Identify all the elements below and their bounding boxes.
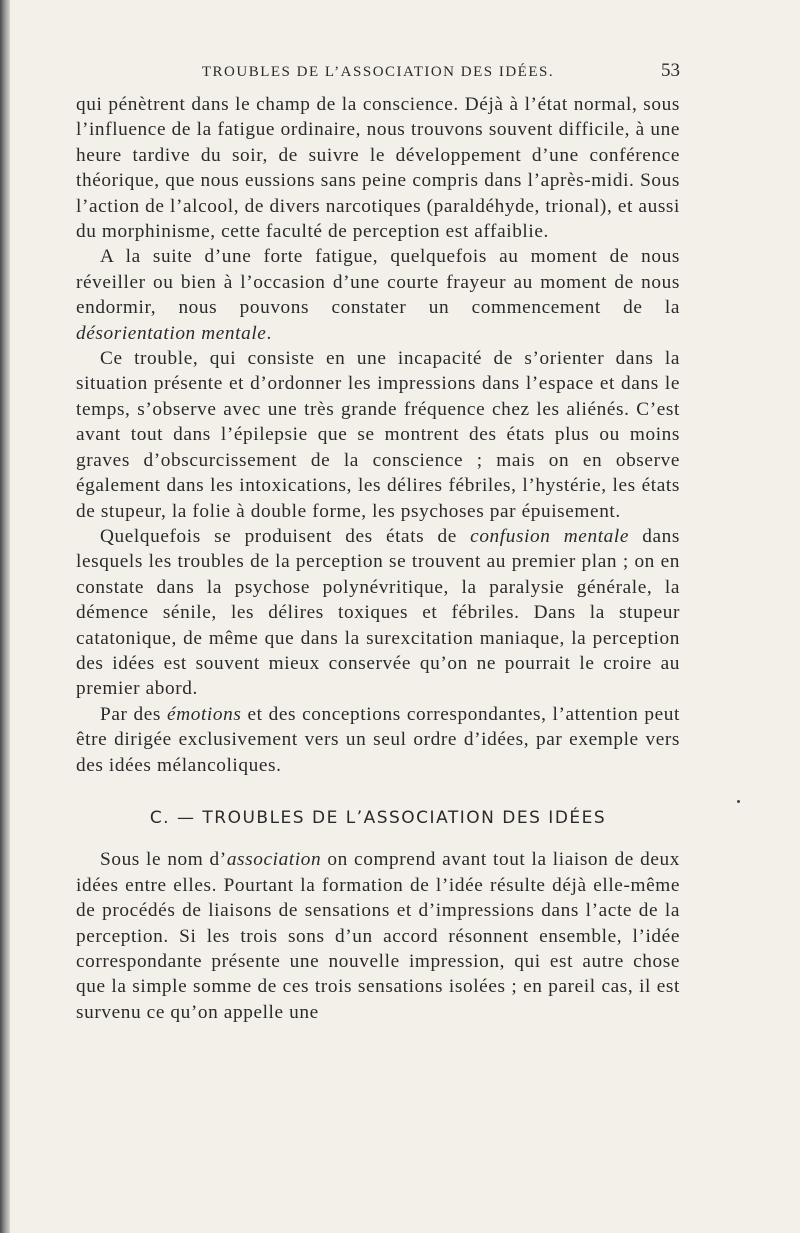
body-text bbox=[76, 92, 680, 1025]
paragraph-2 bbox=[76, 244, 680, 346]
paragraph-2-end: . bbox=[266, 322, 272, 344]
emphasis-desorientation: désorientation mentale bbox=[76, 322, 267, 344]
page-number: 53 bbox=[661, 60, 680, 81]
paragraph-5 bbox=[76, 702, 680, 778]
paragraph-6 bbox=[76, 847, 680, 1025]
book-page bbox=[76, 58, 680, 1025]
paragraph-1: qui pénètrent dans le champ de la conscience. Déjà à l’état normal, sous l’influence de la fatigue ordinaire, nous trouvons souvent difficile, à une heure tardive du soir, de suivre le développement d’une conférence théorique, que nous eussions sans peine compris dans l’après-midi. Sous l’action de l’alcool, de divers narcotiques (paraldéhyde, trional), et aussi du morphinisme, cette faculté de perception est affaiblie. bbox=[76, 94, 680, 243]
paragraph-6-end: on comprend avant tout la liaison de deux idées entre elles. Pourtant la formation de l’idée résulte déjà elle-même de procédés de liaisons de sensations et d’impressions dans l’acte de la perception. Si les trois sons d’un accord résonnent ensemble, l’idée correspondante présente une nouvelle impression, qui est autre chose que la simple somme de ces trois sensations isolées ; en pareil cas, il est survenu ce qu’on appelle une bbox=[76, 849, 680, 1023]
paragraph-4-end: dans lesquels les troubles de la perception se trouvent au premier plan ; on en constate dans la psychose polynévritique, la paralysie générale, la démence sénile, les délires toxiques et fébriles. Dans la stupeur catatonique, de même que dans la surexcitation maniaque, la perception des idées est souvent mieux conservée qu’on ne pourrait le croire au premier abord. bbox=[76, 525, 680, 700]
emphasis-confusion: confusion mentale bbox=[470, 525, 630, 547]
paragraph-3: Ce trouble, qui consiste en une incapacité de s’orienter dans la situation présente et d’ordonner les impressions dans l’espace et dans le temps, s’observe avec une très grande fréquence chez les aliénés. C’est avant tout dans l’épilepsie que se montrent des états plus ou moins graves d’obscurcissement de la conscience ; mais on en observe également dans les intoxications, les délires fébriles, l’hystérie, les états de stupeur, la folie à double forme, les psychoses par épuisement. bbox=[76, 348, 680, 522]
running-title: TROUBLES DE L’ASSOCIATION DES IDÉES. bbox=[201, 64, 555, 80]
paper-speck bbox=[737, 800, 740, 803]
emphasis-association: association bbox=[226, 849, 322, 871]
paragraph-4-text: Quelquefois se produisent des états de bbox=[100, 525, 471, 547]
paragraph-5-text: Par des bbox=[100, 703, 168, 725]
running-header bbox=[76, 58, 680, 92]
page-binding-edge bbox=[0, 0, 10, 1233]
paragraph-4 bbox=[76, 524, 680, 702]
paragraph-5-end: et des conceptions correspondantes, l’attention peut être dirigée exclusivement vers un seul ordre d’idées, par exemple vers des idées mélancoliques. bbox=[76, 703, 680, 776]
section-heading: C. — TROUBLES DE L’ASSOCIATION DES IDÉES bbox=[149, 807, 607, 828]
paragraph-2-text: A la suite d’une forte fatigue, quelquefois au moment de nous réveiller ou bien à l’occasion d’une courte frayeur au moment de nous endormir, nous pouvons constater un commencement de la bbox=[76, 246, 680, 319]
paragraph-6-text: Sous le nom d’ bbox=[100, 849, 227, 871]
emphasis-emotions: émotions bbox=[167, 703, 242, 725]
